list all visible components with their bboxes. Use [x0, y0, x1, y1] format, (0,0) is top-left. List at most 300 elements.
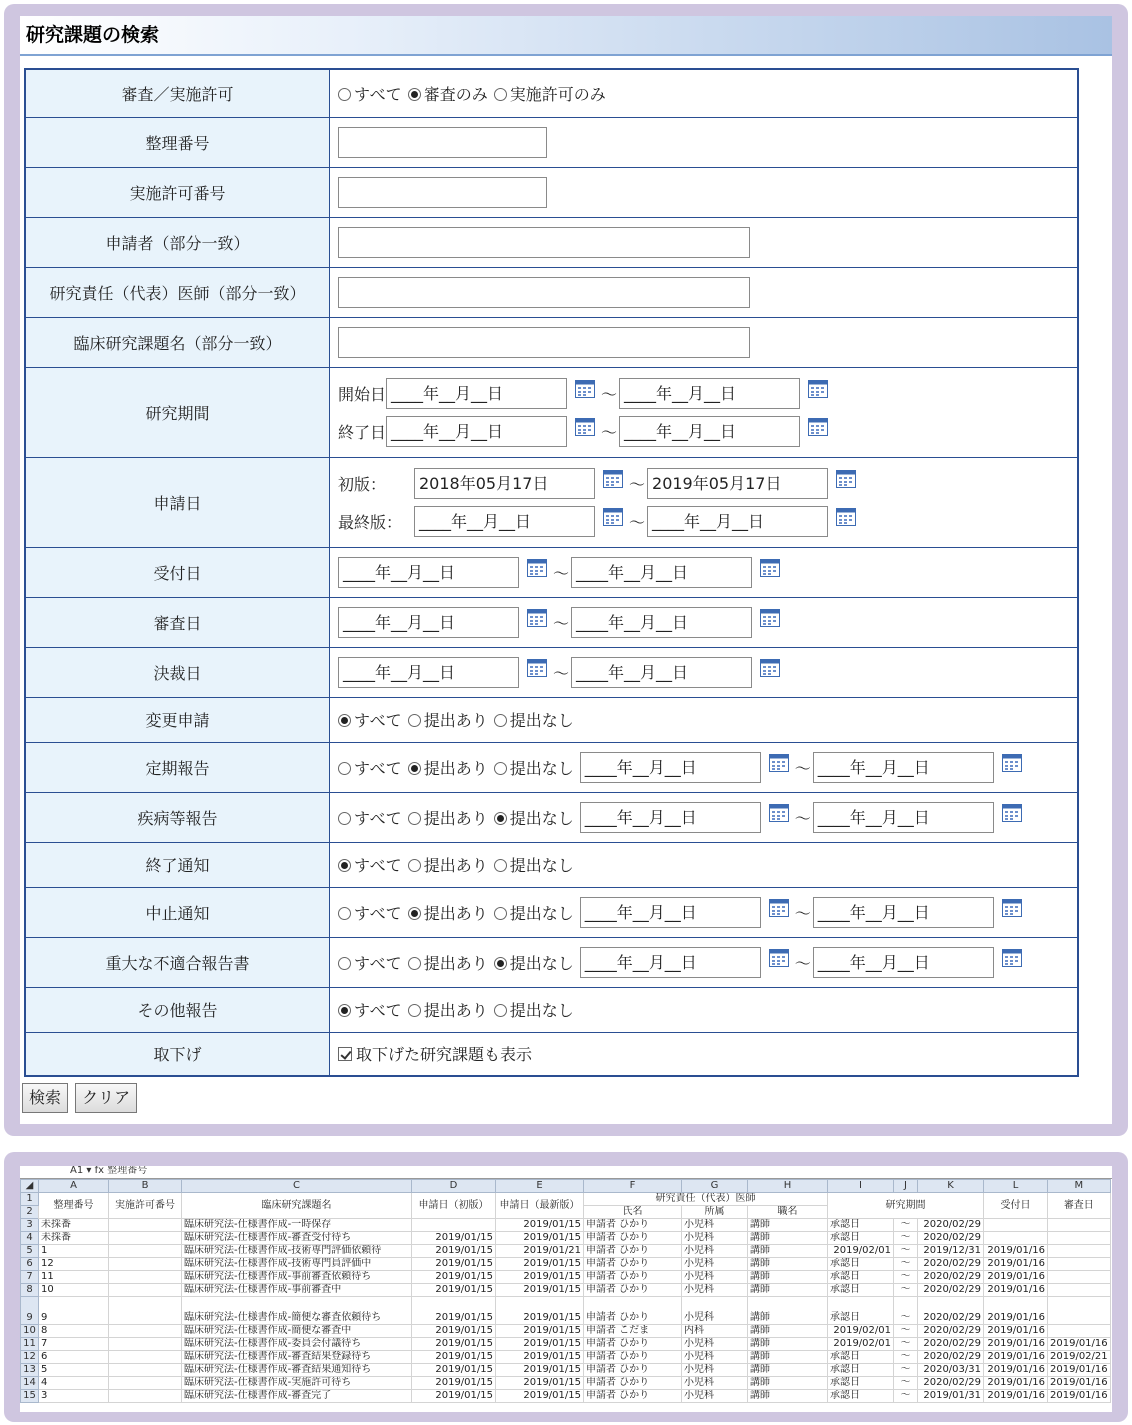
period-start-to[interactable]: ____年__月__日 — [619, 378, 800, 409]
cell-ref-no[interactable]: 7 — [39, 1338, 109, 1351]
radio-button[interactable] — [338, 812, 351, 825]
cell-name[interactable]: 申請者 ひかり — [584, 1351, 682, 1364]
app-date-first-to[interactable]: 2019年05月17日 — [647, 468, 828, 499]
radio-button[interactable] — [408, 812, 421, 825]
cell-permit-no[interactable] — [109, 1364, 182, 1377]
cell-position[interactable]: 講師 — [748, 1325, 828, 1338]
header-position[interactable]: 職名 — [748, 1206, 828, 1219]
radio-button[interactable] — [494, 1004, 507, 1017]
cell-last[interactable]: 2019/01/15 — [496, 1338, 584, 1351]
cell-review[interactable]: 2019/02/21 — [1048, 1351, 1111, 1364]
cell-last[interactable]: 2019/01/15 — [496, 1232, 584, 1245]
radio-option[interactable] — [408, 853, 488, 876]
radio-option[interactable] — [338, 806, 402, 829]
header-permit-no[interactable]: 実施許可番号 — [109, 1193, 182, 1219]
row-number[interactable]: 2 — [21, 1206, 39, 1219]
header-first[interactable]: 申請日（初版） — [412, 1193, 496, 1219]
cell-received[interactable]: 2019/01/16 — [984, 1364, 1048, 1377]
period-end-from[interactable]: ____年__月__日 — [386, 416, 567, 447]
radio-option[interactable] — [408, 998, 488, 1021]
app-date-first-from[interactable]: 2018年05月17日 — [414, 468, 595, 499]
cell-ref-no[interactable]: 9 — [39, 1297, 109, 1325]
calendar-icon[interactable] — [760, 559, 780, 577]
cell-end[interactable]: 2020/03/31 — [918, 1364, 984, 1377]
cell-received[interactable]: 2019/01/16 — [984, 1390, 1048, 1403]
cell-permit-no[interactable] — [109, 1258, 182, 1271]
cell-title[interactable]: 臨床研究法-仕様書作成-審査完了 — [182, 1390, 412, 1403]
cell-last[interactable]: 2019/01/15 — [496, 1258, 584, 1271]
cell-last[interactable]: 2019/01/15 — [496, 1271, 584, 1284]
header-dept[interactable]: 所属 — [682, 1206, 748, 1219]
search-button[interactable]: 検索 — [22, 1083, 68, 1113]
radio-option[interactable] — [408, 806, 488, 829]
cell-dept[interactable]: 小児科 — [682, 1232, 748, 1245]
cell-last[interactable]: 2019/01/15 — [496, 1297, 584, 1325]
column-letter[interactable]: E — [496, 1180, 584, 1193]
cell-end[interactable]: 2020/02/29 — [918, 1232, 984, 1245]
cell-position[interactable]: 講師 — [748, 1284, 828, 1297]
column-letter[interactable]: M — [1048, 1180, 1111, 1193]
cell-tilde[interactable]: ～ — [894, 1297, 918, 1325]
calendar-icon[interactable] — [808, 380, 828, 398]
column-letter[interactable]: K — [918, 1180, 984, 1193]
cell-received[interactable]: 2019/01/16 — [984, 1271, 1048, 1284]
cell-end[interactable]: 2020/02/29 — [918, 1351, 984, 1364]
calendar-icon[interactable] — [527, 659, 547, 677]
cell-position[interactable]: 講師 — [748, 1258, 828, 1271]
report-date-from[interactable]: ____年__月__日 — [580, 897, 761, 928]
cell-first[interactable]: 2019/01/15 — [412, 1377, 496, 1390]
cell-start[interactable]: 承認日 — [828, 1297, 894, 1325]
cell-name[interactable]: 申請者 ひかり — [584, 1245, 682, 1258]
radio-button[interactable] — [494, 812, 507, 825]
radio-option[interactable] — [338, 998, 402, 1021]
cell-name[interactable]: 申請者 ひかり — [584, 1258, 682, 1271]
cell-start[interactable]: 2019/02/01 — [828, 1338, 894, 1351]
cell-start[interactable]: 承認日 — [828, 1364, 894, 1377]
column-letter[interactable]: F — [584, 1180, 682, 1193]
cell-start[interactable]: 承認日 — [828, 1351, 894, 1364]
cell-position[interactable]: 講師 — [748, 1232, 828, 1245]
report-date-from[interactable]: ____年__月__日 — [580, 802, 761, 833]
header-name[interactable]: 氏名 — [584, 1206, 682, 1219]
cell-review[interactable] — [1048, 1219, 1111, 1232]
applicant-input[interactable] — [338, 227, 750, 258]
cell-permit-no[interactable] — [109, 1325, 182, 1338]
cell-dept[interactable]: 小児科 — [682, 1271, 748, 1284]
cell-received[interactable]: 2019/01/16 — [984, 1325, 1048, 1338]
radio-option[interactable] — [494, 998, 574, 1021]
calendar-icon[interactable] — [836, 508, 856, 526]
cell-ref-no[interactable]: 4 — [39, 1377, 109, 1390]
calendar-icon[interactable] — [575, 418, 595, 436]
radio-button[interactable] — [338, 907, 351, 920]
cell-dept[interactable]: 小児科 — [682, 1284, 748, 1297]
radio-button[interactable] — [408, 957, 421, 970]
cell-review[interactable] — [1048, 1325, 1111, 1338]
radio-option[interactable] — [494, 901, 574, 924]
cell-first[interactable]: 2019/01/15 — [412, 1297, 496, 1325]
radio-button[interactable] — [338, 859, 351, 872]
cell-ref-no[interactable]: 8 — [39, 1325, 109, 1338]
cell-permit-no[interactable] — [109, 1271, 182, 1284]
calendar-icon[interactable] — [769, 899, 789, 917]
calendar-icon[interactable] — [808, 418, 828, 436]
cell-review[interactable] — [1048, 1232, 1111, 1245]
cell-first[interactable] — [412, 1219, 496, 1232]
cell-start[interactable]: 承認日 — [828, 1232, 894, 1245]
cell-start[interactable]: 承認日 — [828, 1377, 894, 1390]
cell-start[interactable]: 2019/02/01 — [828, 1245, 894, 1258]
cell-dept[interactable]: 小児科 — [682, 1390, 748, 1403]
clear-button[interactable]: クリア — [75, 1083, 137, 1113]
cell-ref-no[interactable]: 5 — [39, 1364, 109, 1377]
cell-title[interactable]: 臨床研究法-仕様書作成-簡便な審査依頼待ち — [182, 1297, 412, 1325]
calendar-icon[interactable] — [769, 754, 789, 772]
row-number[interactable]: 8 — [21, 1284, 39, 1297]
cell-dept[interactable]: 小児科 — [682, 1297, 748, 1325]
radio-button[interactable] — [408, 762, 421, 775]
cell-first[interactable]: 2019/01/15 — [412, 1351, 496, 1364]
cell-tilde[interactable]: ～ — [894, 1338, 918, 1351]
cell-end[interactable]: 2020/02/29 — [918, 1338, 984, 1351]
radio-option[interactable] — [338, 901, 402, 924]
cell-title[interactable]: 臨床研究法-仕様書作成-審査結果通知待ち — [182, 1364, 412, 1377]
cell-title[interactable]: 臨床研究法-仕様書作成-事前審査依頼待ち — [182, 1271, 412, 1284]
radio-button[interactable] — [494, 907, 507, 920]
cell-dept[interactable]: 小児科 — [682, 1338, 748, 1351]
cell-received[interactable]: 2019/01/16 — [984, 1351, 1048, 1364]
cell-last[interactable]: 2019/01/15 — [496, 1364, 584, 1377]
header-received[interactable]: 受付日 — [984, 1193, 1048, 1219]
cell-dept[interactable]: 小児科 — [682, 1219, 748, 1232]
cell-dept[interactable]: 内科 — [682, 1325, 748, 1338]
cell-position[interactable]: 講師 — [748, 1377, 828, 1390]
cell-end[interactable]: 2019/01/31 — [918, 1390, 984, 1403]
cell-review[interactable] — [1048, 1297, 1111, 1325]
cell-tilde[interactable]: ～ — [894, 1232, 918, 1245]
header-review[interactable]: 審査日 — [1048, 1193, 1111, 1219]
ref-no-input[interactable] — [338, 127, 547, 158]
cell-ref-no[interactable]: 6 — [39, 1351, 109, 1364]
calendar-icon[interactable] — [1002, 754, 1022, 772]
cell-review[interactable]: 2019/01/16 — [1048, 1338, 1111, 1351]
cell-permit-no[interactable] — [109, 1245, 182, 1258]
withdraw-checkbox[interactable] — [338, 1047, 352, 1061]
cell-tilde[interactable]: ～ — [894, 1364, 918, 1377]
header-last[interactable]: 申請日（最新版） — [496, 1193, 584, 1219]
cell-name[interactable]: 申請者 ひかり — [584, 1297, 682, 1325]
cell-tilde[interactable]: ～ — [894, 1258, 918, 1271]
cell-title[interactable]: 臨床研究法-仕様書作成-技術専門評価依頼待 — [182, 1245, 412, 1258]
radio-option[interactable] — [408, 708, 488, 731]
cell-name[interactable]: 申請者 ひかり — [584, 1364, 682, 1377]
column-letter[interactable]: A — [39, 1180, 109, 1193]
cell-permit-no[interactable] — [109, 1377, 182, 1390]
column-letter[interactable]: B — [109, 1180, 182, 1193]
cell-end[interactable]: 2020/02/29 — [918, 1284, 984, 1297]
column-letter[interactable]: J — [894, 1180, 918, 1193]
cell-tilde[interactable]: ～ — [894, 1219, 918, 1232]
radio-button[interactable] — [408, 859, 421, 872]
cell-ref-no[interactable]: 10 — [39, 1284, 109, 1297]
date-range-from[interactable]: ____年__月__日 — [338, 607, 519, 638]
radio-option[interactable] — [494, 85, 606, 104]
row-number[interactable]: 13 — [21, 1364, 39, 1377]
cell-dept[interactable]: 小児科 — [682, 1258, 748, 1271]
radio-option[interactable] — [494, 708, 574, 731]
cell-first[interactable]: 2019/01/15 — [412, 1232, 496, 1245]
calendar-icon[interactable] — [1002, 899, 1022, 917]
radio-option[interactable] — [338, 853, 402, 876]
cell-name[interactable]: 申請者 ひかり — [584, 1390, 682, 1403]
cell-position[interactable]: 講師 — [748, 1297, 828, 1325]
cell-permit-no[interactable] — [109, 1390, 182, 1403]
calendar-icon[interactable] — [575, 380, 595, 398]
cell-received[interactable] — [984, 1232, 1048, 1245]
cell-permit-no[interactable] — [109, 1338, 182, 1351]
date-range-from[interactable]: ____年__月__日 — [338, 657, 519, 688]
date-range-to[interactable]: ____年__月__日 — [571, 607, 752, 638]
cell-position[interactable]: 講師 — [748, 1364, 828, 1377]
radio-button[interactable] — [494, 88, 507, 101]
cell-ref-no[interactable]: 3 — [39, 1390, 109, 1403]
report-date-to[interactable]: ____年__月__日 — [813, 947, 994, 978]
cell-end[interactable]: 2020/02/29 — [918, 1271, 984, 1284]
cell-end[interactable]: 2020/02/29 — [918, 1297, 984, 1325]
cell-review[interactable] — [1048, 1258, 1111, 1271]
cell-position[interactable]: 講師 — [748, 1219, 828, 1232]
cell-received[interactable]: 2019/01/16 — [984, 1338, 1048, 1351]
radio-option[interactable] — [408, 951, 488, 974]
radio-option[interactable] — [408, 756, 488, 779]
cell-received[interactable] — [984, 1219, 1048, 1232]
calendar-icon[interactable] — [1002, 804, 1022, 822]
cell-last[interactable]: 2019/01/15 — [496, 1377, 584, 1390]
radio-button[interactable] — [408, 1004, 421, 1017]
cell-received[interactable]: 2019/01/16 — [984, 1297, 1048, 1325]
cell-name[interactable]: 申請者 ひかり — [584, 1284, 682, 1297]
row-number[interactable]: 5 — [21, 1245, 39, 1258]
cell-name[interactable]: 申請者 ひかり — [584, 1377, 682, 1390]
calendar-icon[interactable] — [760, 659, 780, 677]
column-letter[interactable]: H — [748, 1180, 828, 1193]
cell-last[interactable]: 2019/01/15 — [496, 1351, 584, 1364]
cell-review[interactable] — [1048, 1284, 1111, 1297]
column-letter[interactable]: C — [182, 1180, 412, 1193]
cell-position[interactable]: 講師 — [748, 1351, 828, 1364]
header-pi[interactable]: 研究責任（代表）医師 — [584, 1193, 828, 1206]
app-date-last-to[interactable]: ____年__月__日 — [647, 506, 828, 537]
header-title[interactable]: 臨床研究課題名 — [182, 1193, 412, 1219]
radio-button[interactable] — [494, 762, 507, 775]
cell-end[interactable]: 2020/02/29 — [918, 1325, 984, 1338]
row-number[interactable]: 12 — [21, 1351, 39, 1364]
cell-last[interactable]: 2019/01/21 — [496, 1245, 584, 1258]
cell-review[interactable]: 2019/01/16 — [1048, 1364, 1111, 1377]
radio-option[interactable] — [338, 951, 402, 974]
cell-review[interactable]: 2019/01/16 — [1048, 1377, 1111, 1390]
date-range-to[interactable]: ____年__月__日 — [571, 557, 752, 588]
cell-start[interactable]: 承認日 — [828, 1219, 894, 1232]
radio-option[interactable] — [338, 708, 402, 731]
cell-start[interactable]: 承認日 — [828, 1284, 894, 1297]
cell-permit-no[interactable] — [109, 1232, 182, 1245]
column-letter[interactable]: G — [682, 1180, 748, 1193]
radio-button[interactable] — [338, 1004, 351, 1017]
cell-title[interactable]: 臨床研究法-仕様書作成-審査受付待ち — [182, 1232, 412, 1245]
radio-option[interactable] — [494, 853, 574, 876]
cell-ref-no[interactable]: 12 — [39, 1258, 109, 1271]
cell-position[interactable]: 講師 — [748, 1338, 828, 1351]
header-period[interactable]: 研究期間 — [828, 1193, 984, 1219]
cell-first[interactable]: 2019/01/15 — [412, 1271, 496, 1284]
calendar-icon[interactable] — [760, 609, 780, 627]
radio-option[interactable] — [494, 951, 574, 974]
row-number[interactable]: 9 — [21, 1297, 39, 1325]
row-number[interactable]: 11 — [21, 1338, 39, 1351]
cell-dept[interactable]: 小児科 — [682, 1377, 748, 1390]
radio-button[interactable] — [338, 957, 351, 970]
cell-tilde[interactable]: ～ — [894, 1284, 918, 1297]
radio-option[interactable] — [494, 806, 574, 829]
cell-title[interactable]: 臨床研究法-仕様書作成-審査結果登録待ち — [182, 1351, 412, 1364]
calendar-icon[interactable] — [1002, 949, 1022, 967]
cell-title[interactable]: 臨床研究法-仕様書作成-委員会付議待ち — [182, 1338, 412, 1351]
radio-button[interactable] — [338, 762, 351, 775]
period-end-to[interactable]: ____年__月__日 — [619, 416, 800, 447]
cell-title[interactable]: 臨床研究法-仕様書作成-実施許可待ち — [182, 1377, 412, 1390]
cell-last[interactable]: 2019/01/15 — [496, 1284, 584, 1297]
cell-dept[interactable]: 小児科 — [682, 1364, 748, 1377]
report-date-to[interactable]: ____年__月__日 — [813, 897, 994, 928]
radio-option[interactable] — [494, 756, 574, 779]
radio-button[interactable] — [408, 714, 421, 727]
cell-name[interactable]: 申請者 ひかり — [584, 1232, 682, 1245]
withdraw-checkbox-label[interactable]: 取下げた研究課題も表示 — [356, 1045, 533, 1065]
column-letter[interactable]: D — [412, 1180, 496, 1193]
cell-ref-no[interactable]: 11 — [39, 1271, 109, 1284]
cell-permit-no[interactable] — [109, 1351, 182, 1364]
cell-review[interactable]: 2019/01/16 — [1048, 1390, 1111, 1403]
radio-button[interactable] — [338, 714, 351, 727]
cell-tilde[interactable]: ～ — [894, 1325, 918, 1338]
cell-received[interactable]: 2019/01/16 — [984, 1284, 1048, 1297]
row-number[interactable]: 6 — [21, 1258, 39, 1271]
cell-end[interactable]: 2020/02/29 — [918, 1377, 984, 1390]
calendar-icon[interactable] — [836, 470, 856, 488]
cell-review[interactable] — [1048, 1245, 1111, 1258]
radio-option[interactable] — [408, 901, 488, 924]
permit-no-input[interactable] — [338, 177, 547, 208]
cell-first[interactable]: 2019/01/15 — [412, 1284, 496, 1297]
cell-permit-no[interactable] — [109, 1219, 182, 1232]
calendar-icon[interactable] — [769, 949, 789, 967]
pi-input[interactable] — [338, 277, 750, 308]
report-date-from[interactable]: ____年__月__日 — [580, 752, 761, 783]
select-all-corner[interactable]: ◢ — [21, 1180, 39, 1193]
cell-first[interactable]: 2019/01/15 — [412, 1390, 496, 1403]
cell-first[interactable]: 2019/01/15 — [412, 1364, 496, 1377]
cell-tilde[interactable]: ～ — [894, 1390, 918, 1403]
cell-name[interactable]: 申請者 ひかり — [584, 1338, 682, 1351]
cell-last[interactable]: 2019/01/15 — [496, 1219, 584, 1232]
radio-button[interactable] — [494, 859, 507, 872]
formula-bar[interactable]: A1 ▾ fx 整理番号 — [20, 1166, 1112, 1179]
cell-tilde[interactable]: ～ — [894, 1351, 918, 1364]
cell-start[interactable]: 承認日 — [828, 1271, 894, 1284]
header-ref-no[interactable]: 整理番号 — [39, 1193, 109, 1219]
cell-position[interactable]: 講師 — [748, 1271, 828, 1284]
calendar-icon[interactable] — [603, 470, 623, 488]
cell-ref-no[interactable]: 1 — [39, 1245, 109, 1258]
cell-tilde[interactable]: ～ — [894, 1245, 918, 1258]
row-number[interactable]: 14 — [21, 1377, 39, 1390]
calendar-icon[interactable] — [527, 559, 547, 577]
date-range-from[interactable]: ____年__月__日 — [338, 557, 519, 588]
cell-start[interactable]: 2019/02/01 — [828, 1325, 894, 1338]
row-number[interactable]: 3 — [21, 1219, 39, 1232]
cell-name[interactable]: 申請者 ひかり — [584, 1271, 682, 1284]
row-number[interactable]: 7 — [21, 1271, 39, 1284]
row-number[interactable]: 10 — [21, 1325, 39, 1338]
cell-position[interactable]: 講師 — [748, 1390, 828, 1403]
report-date-from[interactable]: ____年__月__日 — [580, 947, 761, 978]
cell-title[interactable]: 臨床研究法-仕様書作成-簡便な審査中 — [182, 1325, 412, 1338]
radio-button[interactable] — [338, 88, 351, 101]
cell-first[interactable]: 2019/01/15 — [412, 1245, 496, 1258]
cell-first[interactable]: 2019/01/15 — [412, 1338, 496, 1351]
calendar-icon[interactable] — [527, 609, 547, 627]
radio-button[interactable] — [408, 88, 421, 101]
cell-received[interactable]: 2019/01/16 — [984, 1245, 1048, 1258]
cell-permit-no[interactable] — [109, 1297, 182, 1325]
column-letter[interactable]: L — [984, 1180, 1048, 1193]
cell-received[interactable]: 2019/01/16 — [984, 1258, 1048, 1271]
cell-received[interactable]: 2019/01/16 — [984, 1377, 1048, 1390]
row-number[interactable]: 4 — [21, 1232, 39, 1245]
column-letter[interactable]: I — [828, 1180, 894, 1193]
cell-name[interactable]: 申請者 ひかり — [584, 1219, 682, 1232]
cell-dept[interactable]: 小児科 — [682, 1245, 748, 1258]
cell-first[interactable]: 2019/01/15 — [412, 1258, 496, 1271]
radio-option[interactable] — [338, 756, 402, 779]
cell-review[interactable] — [1048, 1271, 1111, 1284]
cell-tilde[interactable]: ～ — [894, 1377, 918, 1390]
cell-start[interactable]: 承認日 — [828, 1258, 894, 1271]
radio-button[interactable] — [494, 714, 507, 727]
radio-option[interactable] — [338, 85, 402, 104]
report-date-to[interactable]: ____年__月__日 — [813, 752, 994, 783]
cell-first[interactable]: 2019/01/15 — [412, 1325, 496, 1338]
cell-last[interactable]: 2019/01/15 — [496, 1390, 584, 1403]
cell-tilde[interactable]: ～ — [894, 1271, 918, 1284]
cell-ref-no[interactable]: 未採番 — [39, 1219, 109, 1232]
cell-end[interactable]: 2020/02/29 — [918, 1219, 984, 1232]
cell-name[interactable]: 申請者 こだま — [584, 1325, 682, 1338]
cell-permit-no[interactable] — [109, 1284, 182, 1297]
cell-title[interactable]: 臨床研究法-仕様書作成-事前審査中 — [182, 1284, 412, 1297]
row-number[interactable]: 1 — [21, 1193, 39, 1206]
cell-end[interactable]: 2019/12/31 — [918, 1245, 984, 1258]
radio-button[interactable] — [408, 907, 421, 920]
app-date-last-from[interactable]: ____年__月__日 — [414, 506, 595, 537]
cell-end[interactable]: 2020/02/29 — [918, 1258, 984, 1271]
cell-last[interactable]: 2019/01/15 — [496, 1325, 584, 1338]
row-number[interactable]: 15 — [21, 1390, 39, 1403]
cell-dept[interactable]: 小児科 — [682, 1351, 748, 1364]
period-start-from[interactable]: ____年__月__日 — [386, 378, 567, 409]
